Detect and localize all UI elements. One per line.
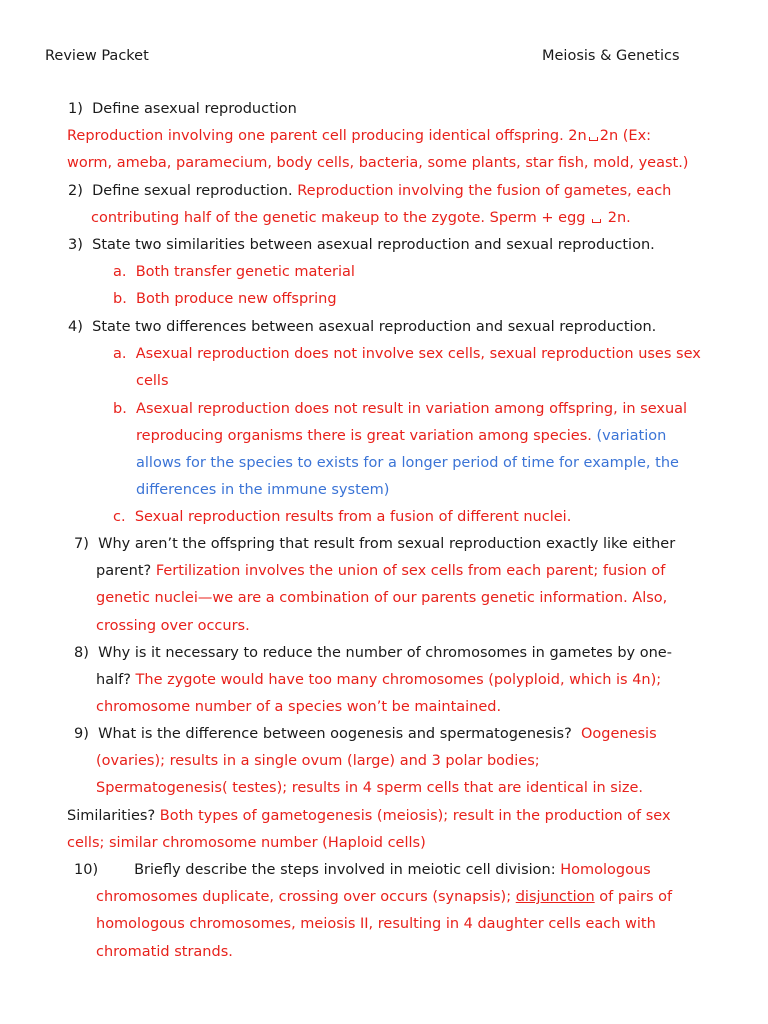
q7-answer-line-4: crossing over occurs.: [96, 617, 250, 634]
answer-1-line-2: worm, ameba, paramecium, body cells, bacteria, some plants, star fish, mold, yeast.): [67, 155, 689, 172]
q4-question: State two differences between asexual reproduction and sexual reproduction.: [92, 319, 657, 335]
q4-b-label: b.: [113, 400, 127, 417]
q10-question: Briefly describe the steps involved in meiotic cell division:: [134, 862, 556, 878]
q9-number: 9): [74, 726, 89, 742]
question-3: [68, 232, 768, 314]
q9-question: What is the difference between oogenesis and spermatogenesis?: [98, 726, 572, 742]
answer-1: [67, 123, 767, 177]
q3-a-label: a.: [113, 264, 127, 281]
q1-question: Define asexual reproduction: [92, 101, 297, 117]
answer-1-line-1b: 2n (Ex:: [599, 128, 652, 144]
question-10: [74, 857, 764, 966]
q7-answer-line-2: Fertilization involves the union of sex cells from each parent; fusion of: [155, 563, 666, 580]
q3-number: 3): [68, 237, 83, 253]
q4-b-note-line-4: differences in the immune system): [136, 482, 390, 499]
answer-1-line-1a: Reproduction involving one parent cell producing identical offspring. 2n: [67, 128, 587, 144]
q10-number: 10): [74, 862, 99, 878]
q3-b-label: b.: [113, 291, 127, 308]
equals-mark: [589, 137, 598, 141]
similarities-label: Similarities?: [67, 808, 156, 824]
header-left: Review Packet: [45, 48, 149, 64]
q9-answer-line-2: (ovaries); results in a single ovum (large) and 3 polar bodies;: [96, 753, 540, 770]
answer-2-line-1: Reproduction involving the fusion of gametes, each: [297, 183, 672, 199]
question-7: [74, 531, 764, 640]
answer-2-line-2b: 2n.: [607, 210, 631, 227]
q10-answer-line-1: Homologous: [560, 862, 651, 878]
similarities-line-1: Both types of gametogenesis (meiosis); result in the production of sex: [159, 808, 671, 824]
q7-answer-line-3: genetic nuclei—we are a combination of our parents genetic information. Also,: [96, 590, 668, 607]
q3-a-text: Both transfer genetic material: [135, 264, 355, 281]
q3-b-text: Both produce new offspring: [136, 291, 337, 308]
q4-b-line-1: Asexual reproduction does not result in variation among offspring, in sexual: [136, 400, 688, 417]
q8-line-2-question: half?: [96, 672, 131, 689]
q4-c-label: c.: [113, 509, 126, 526]
q4-b-note-line-3: allows for the species to exists for a longer period of time for example, the: [136, 455, 679, 472]
similarities: [67, 803, 767, 857]
q4-b-note-start: (variation: [596, 427, 667, 444]
q9-answer-line-3: Spermatogenesis( testes); results in 4 sperm cells that are identical in size.: [96, 780, 644, 797]
similarities-line-2: cells; similar chromosome number (Haploid cells): [67, 835, 426, 852]
question-8: [74, 640, 764, 722]
q4-a-line-1: Asexual reproduction does not involve sex cells, sexual reproduction uses sex: [135, 346, 701, 363]
q8-line-1: Why is it necessary to reduce the number of chromosomes in gametes by one-: [98, 645, 672, 661]
q10-answer-line-4: chromatid strands.: [96, 943, 233, 960]
question-4: [68, 314, 768, 532]
question-2: [68, 178, 768, 232]
q4-number: 4): [68, 319, 83, 335]
q8-answer-line-2: The zygote would have too many chromosomes (polyploid, which is 4n);: [135, 672, 662, 689]
q8-number: 8): [74, 645, 89, 661]
q4-c-text: Sexual reproduction results from a fusion of different nuclei.: [134, 509, 572, 526]
q9-answer-line-1: Oogenesis: [580, 726, 657, 742]
equals-mark-2: [592, 219, 601, 223]
header-right: Meiosis & Genetics: [542, 48, 680, 64]
q10-answer-line-2b: of pairs of: [599, 889, 673, 906]
q2-question: Define sexual reproduction.: [92, 183, 293, 199]
q7-line-1: Why aren’t the offspring that result from sexual reproduction exactly like either: [98, 536, 676, 552]
q10-answer-line-3: homologous chromosomes, meiosis II, resulting in 4 daughter cells each with: [96, 916, 656, 933]
q1-number: 1): [68, 101, 83, 117]
question-9: [74, 721, 764, 803]
question-1: [68, 96, 297, 123]
q7-line-2-question: parent?: [96, 563, 152, 580]
q4-a-label: a.: [113, 346, 127, 363]
q4-b-line-2: reproducing organisms there is great variation among species.: [136, 427, 592, 444]
q10-answer-line-2a: chromosomes duplicate, crossing over occurs (synapsis);: [96, 889, 512, 906]
q10-underlined-term: disjunction: [515, 889, 595, 906]
q4-a-line-2: cells: [136, 373, 169, 390]
q7-number: 7): [74, 536, 89, 552]
q3-question: State two similarities between asexual reproduction and sexual reproduction.: [92, 237, 655, 253]
answer-2-line-2a: contributing half of the genetic makeup to the zygote. Sperm + egg: [91, 210, 586, 227]
q2-number: 2): [68, 183, 83, 199]
q8-answer-line-3: chromosome number of a species won’t be maintained.: [96, 699, 502, 716]
